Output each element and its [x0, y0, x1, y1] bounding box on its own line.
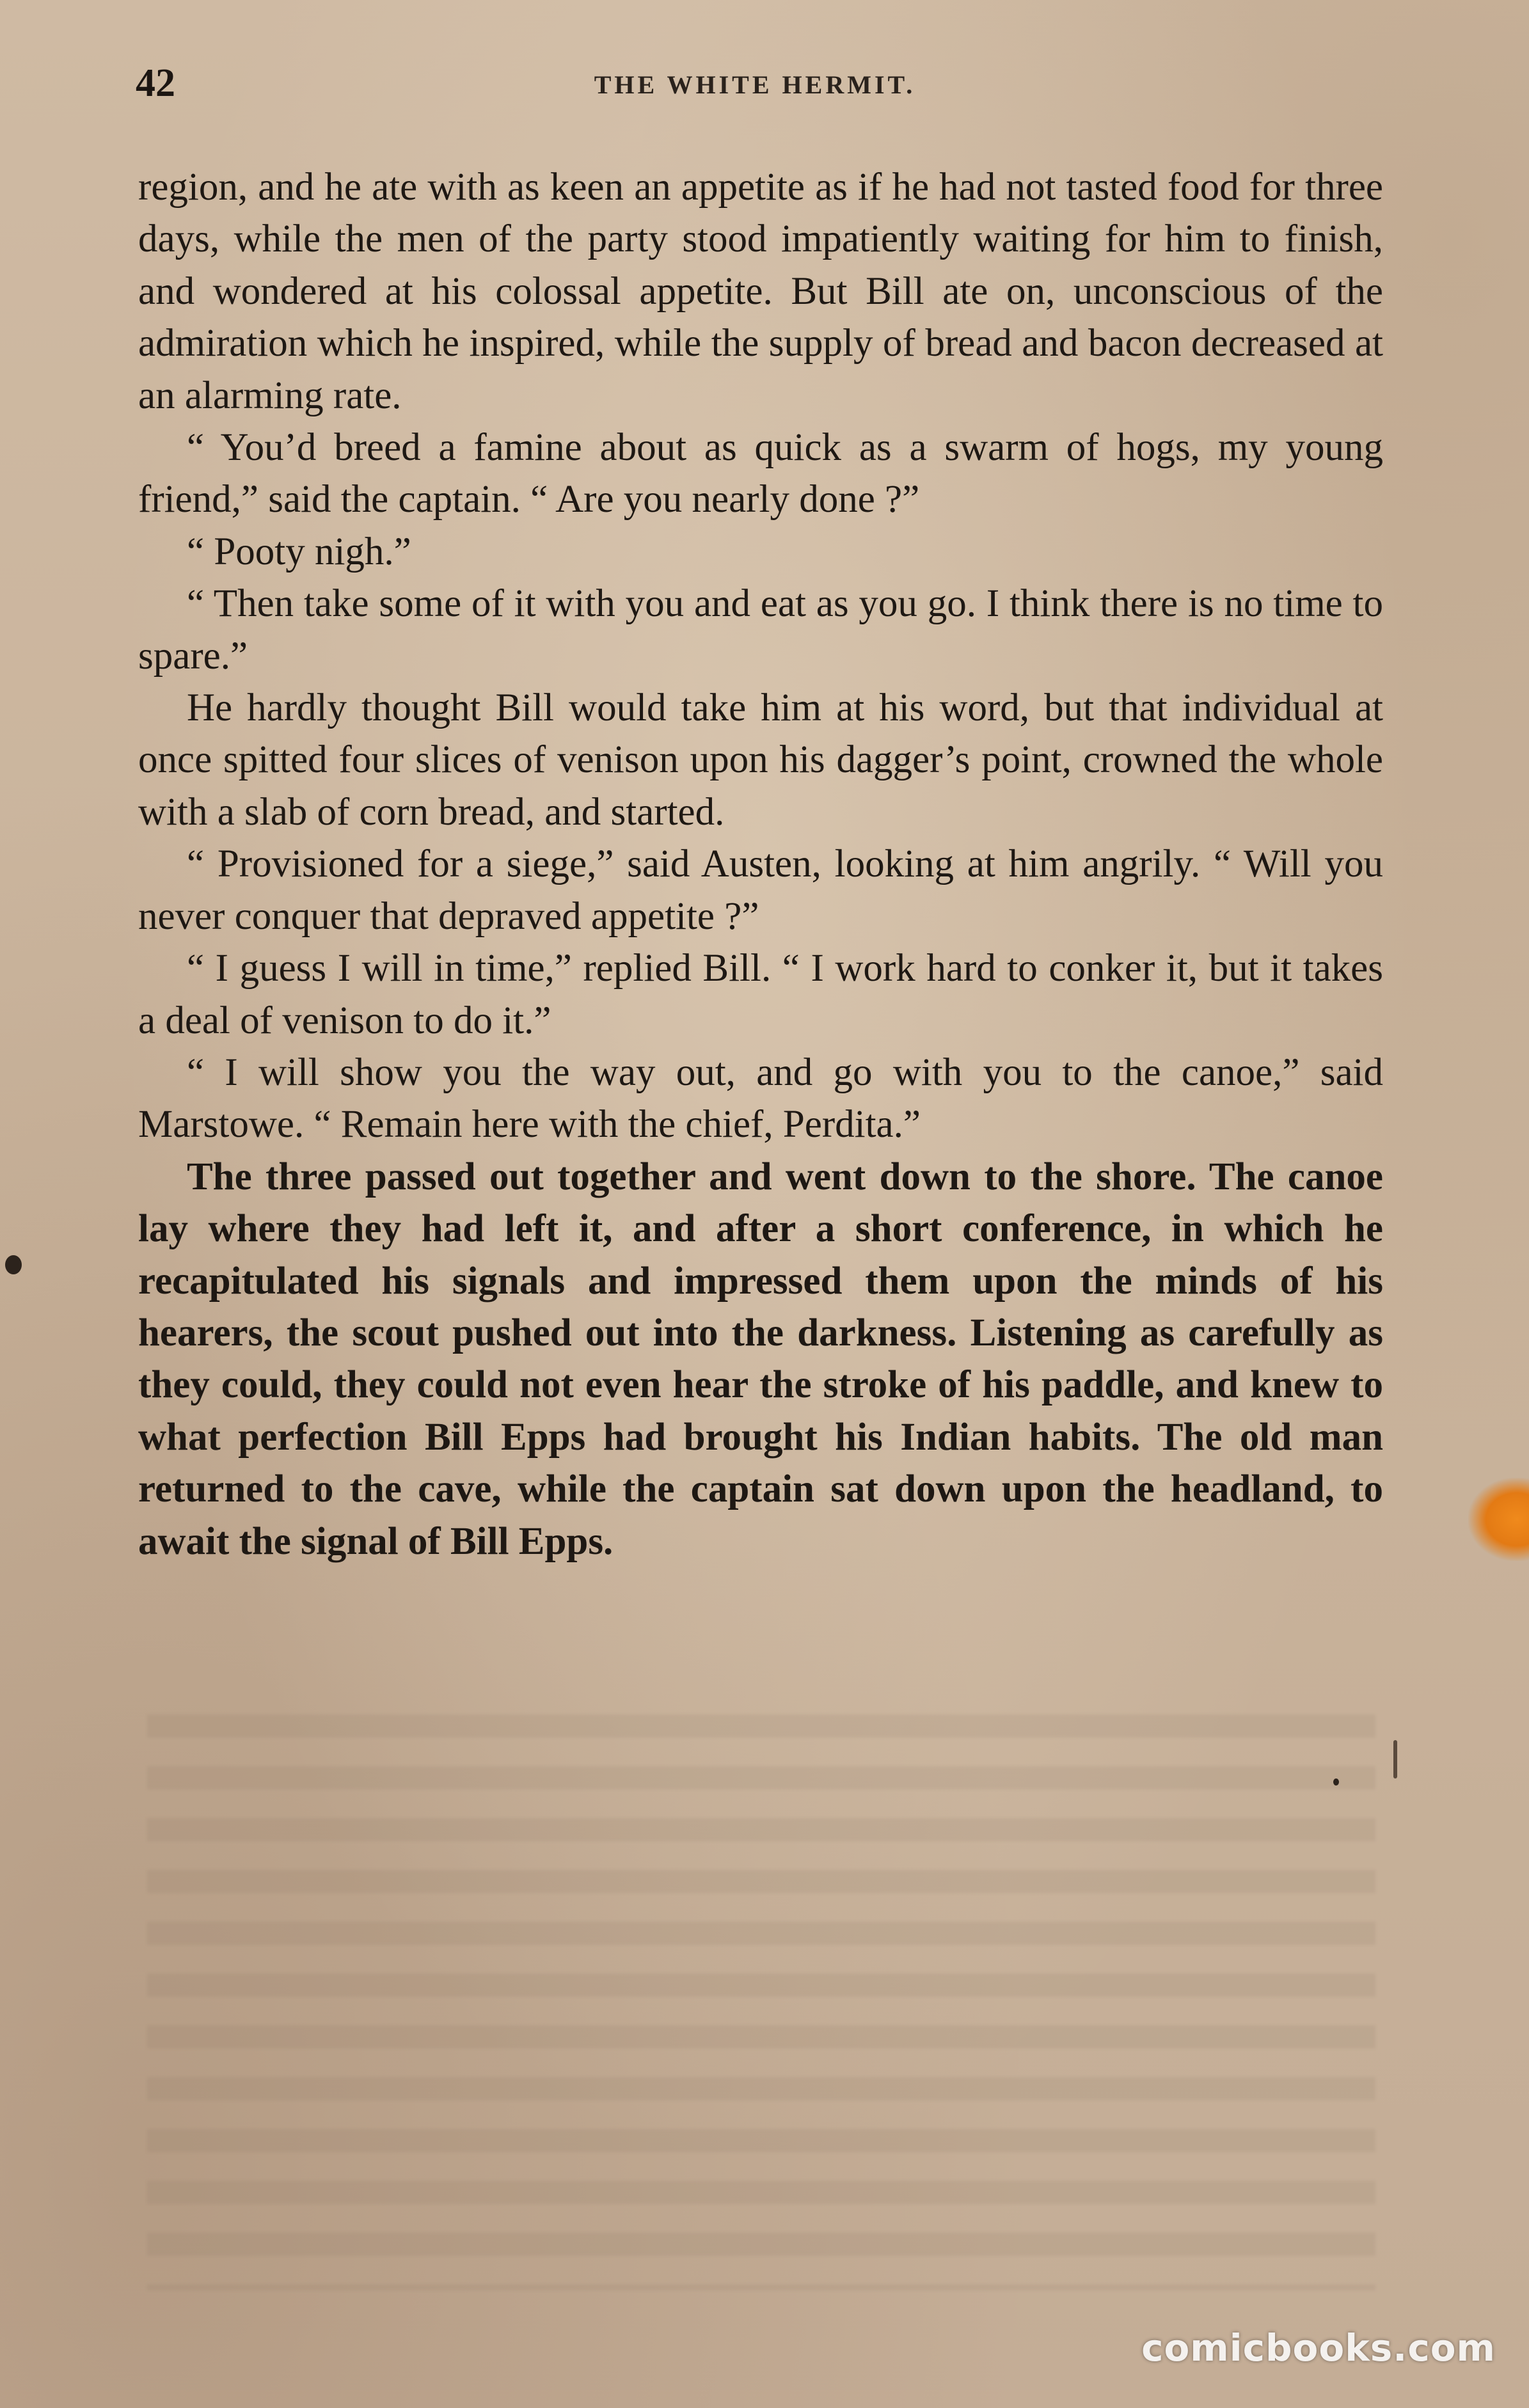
paragraph: “ I will show you the way out, and go with you to the canoe,” said Marstowe. “ Remain here with the chief, Perdita.” — [138, 1050, 1383, 1146]
running-head — [128, 61, 1382, 112]
paragraph: He hardly thought Bill would take him at his word, but that individual at once spitted four slices of venison upon his dagger’s point, crowned the whole with a slab of corn bread, and started. — [138, 686, 1383, 834]
page-edge-tear — [1468, 1478, 1529, 1561]
running-title: THE WHITE HERMIT. — [594, 70, 916, 99]
watermark: comicbooks.com — [1141, 2326, 1496, 2370]
paragraph: “ Then take some of it with you and eat as you go. I think there is no time to spare.” — [138, 582, 1383, 677]
paragraph: The three passed out together and went down to the shore. The canoe lay where they had left it, and after a short conference, in which he recapitulated his signals and impressed them upon the minds of his hearers, the scout pushed out into the darkness. Listening as carefully as they could, they could not even hear the stroke of his paddle, and knew to what perfection Bill Epps had brought his Indian habits. The old man returned to the cave, while the captain sat down upon the headland, to await the signal of Bill Epps. — [138, 1155, 1383, 1563]
paragraph: region, and he ate with as keen an appetite as if he had not tasted food for three days, while the men of the party stood impatiently waiting for him to finish, and wondered at his colossal appetite. But Bill ate on, unconscious of the admiration which he inspired, while the supply of bread and bacon decreased at an alarming rate. — [138, 166, 1383, 417]
page-number: 42 — [136, 61, 175, 105]
ink-speck — [1333, 1778, 1339, 1786]
paragraph: “ Provisioned for a siege,” said Austen, looking at him angrily. “ Will you never conquer that depraved appetite ?” — [138, 843, 1383, 938]
ink-speck — [5, 1255, 22, 1274]
ink-speck — [1393, 1740, 1397, 1778]
body-text — [138, 161, 1383, 1567]
paragraph: “ I guess I will in time,” replied Bill. “ I work hard to conker it, but it takes a deal of venison to do it.” — [138, 947, 1383, 1042]
paragraph: “ You’d breed a famine about as quick as a swarm of hogs, my young friend,” said the captain. “ Are you nearly done ?” — [138, 426, 1383, 521]
reverse-page-bleed-through — [147, 1715, 1375, 2290]
paragraph: “ Pooty nigh.” — [187, 530, 411, 573]
